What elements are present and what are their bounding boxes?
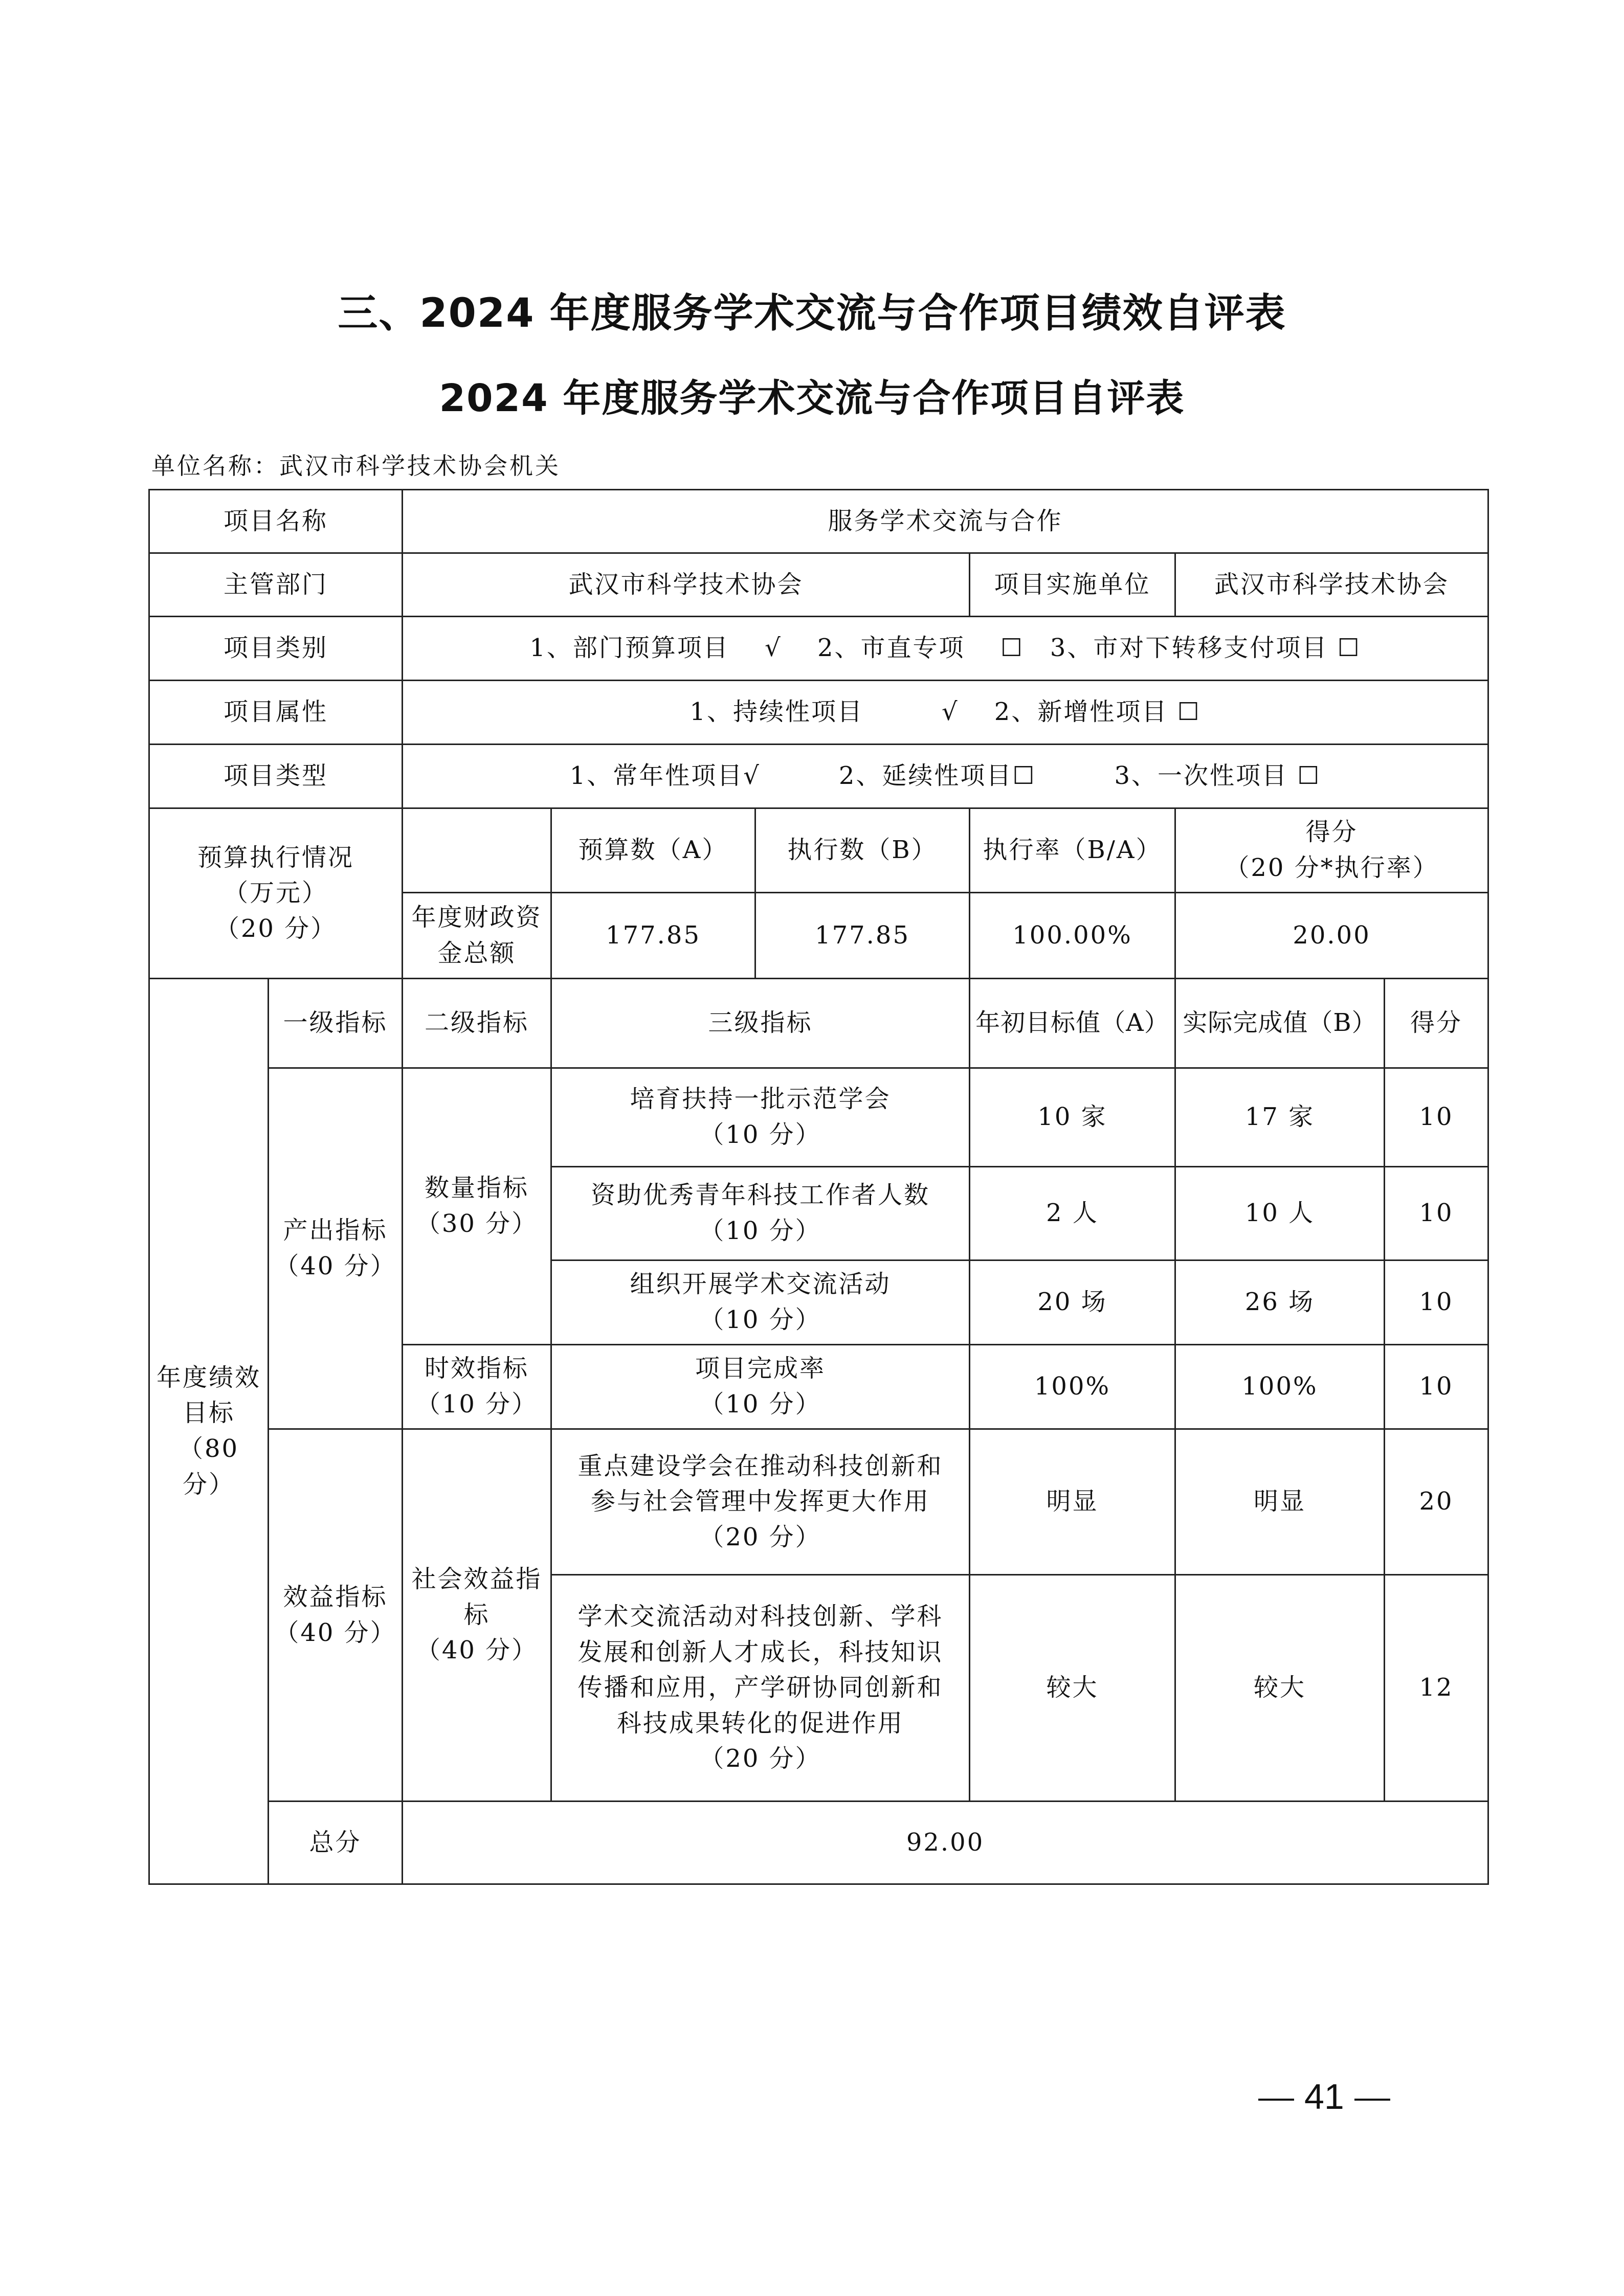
target-cell: 明显: [970, 1429, 1175, 1575]
actual-cell: 较大: [1176, 1575, 1385, 1800]
fiscal-total-line2: 金总额: [437, 938, 516, 967]
score-cell: 10: [1419, 1102, 1454, 1132]
actual-cell: 10 人: [1176, 1167, 1385, 1259]
table-row: [149, 1068, 1488, 1167]
row-project-name: [149, 490, 1488, 553]
perf-group-line3: 分）: [182, 1470, 235, 1499]
header-level1: 一级指标: [269, 979, 403, 1068]
col-score-line2: （20 分*执行率）: [1225, 853, 1439, 882]
total-value: 92.00: [403, 1802, 1488, 1884]
timeliness-line1: 时效指标: [425, 1354, 529, 1383]
social-benefit-indicator: [403, 1429, 551, 1802]
benefit-indicator: [269, 1429, 403, 1802]
actual-score-cell: [1175, 1575, 1488, 1802]
level3-cell: [551, 1429, 970, 1575]
level3-line: 项目完成率: [695, 1354, 826, 1383]
quantity-indicator: [403, 1068, 551, 1345]
level3-line: 资助优秀青年科技工作者人数: [591, 1181, 930, 1210]
output-indicator: [269, 1068, 403, 1429]
actual-score-cell: [1175, 1345, 1488, 1429]
row-category: [149, 617, 1488, 681]
actual-score-cell: [1175, 1167, 1488, 1260]
header-actual: 实际完成值（B）: [1176, 979, 1385, 1067]
benefit-line2: （40 分）: [274, 1618, 396, 1647]
level3-line: （20 分）: [699, 1744, 821, 1773]
col-score-line1: 得分: [1305, 818, 1358, 847]
actual-score-cell: [1175, 1429, 1488, 1575]
row-type: [149, 745, 1488, 808]
rate-value: 100.00%: [970, 893, 1175, 979]
perf-group-label: [149, 979, 269, 1884]
header-level2: 二级指标: [403, 979, 551, 1068]
col-rate-header: 执行率（B/A）: [970, 808, 1175, 893]
budget-score-value: 20.00: [1175, 893, 1488, 979]
impl-unit-value: 武汉市科学技术协会: [1175, 553, 1488, 617]
budget-label-line1: 预算执行情况: [197, 843, 354, 872]
unit-name: 单位名称：武汉市科学技术协会机关: [151, 452, 561, 480]
level3-line: （10 分）: [699, 1217, 821, 1245]
target-cell: 2 人: [970, 1167, 1175, 1260]
page-number: [1248, 2076, 1400, 2117]
budget-value: 177.85: [551, 893, 755, 979]
col-score-header: [1175, 808, 1488, 893]
level3-line: 参与社会管理中发挥更大作用: [591, 1487, 930, 1516]
score-cell: 10: [1419, 1199, 1454, 1228]
level3-line: 培育扶持一批示范学会: [630, 1085, 891, 1114]
dept-label: 主管部门: [149, 553, 403, 617]
level3-cell: [551, 1345, 970, 1429]
quantity-line1: 数量指标: [425, 1174, 529, 1203]
page-number-value: 41: [1304, 2077, 1344, 2117]
actual-cell: 26 场: [1176, 1261, 1385, 1344]
header-level3: 三级指标: [551, 979, 970, 1068]
social-line1: 社会效益指: [411, 1565, 542, 1594]
impl-unit-label: 项目实施单位: [970, 553, 1175, 617]
category-value: 1、部门预算项目 √ 2、市直专项 ☐ 3、市对下转移支付项目 ☐: [403, 617, 1488, 681]
level3-line: 学术交流活动对科技创新、学科: [577, 1602, 943, 1631]
perf-group-line1: 年度绩效: [156, 1363, 261, 1392]
type-value: 1、常年性项目√ 2、延续性项目☐ 3、一次性项目 ☐: [403, 745, 1488, 808]
level3-line: 发展和创新人才成长，科技知识: [577, 1637, 943, 1667]
output-line2: （40 分）: [274, 1251, 396, 1280]
score-cell: 10: [1419, 1288, 1454, 1317]
actual-cell: 明显: [1176, 1430, 1385, 1574]
page-dash-right: [1354, 2099, 1390, 2101]
attribute-label: 项目属性: [149, 681, 403, 745]
output-line1: 产出指标: [283, 1215, 388, 1245]
perf-group-line2: 目标（80: [178, 1399, 239, 1463]
level3-line: 组织开展学术交流活动: [630, 1270, 891, 1299]
level3-line: （10 分）: [699, 1305, 821, 1334]
actual-cell: 17 家: [1176, 1069, 1385, 1166]
benefit-line1: 效益指标: [283, 1582, 388, 1611]
fiscal-total-label: [403, 893, 551, 979]
row-perf-header: [149, 979, 1488, 1068]
row-attribute: [149, 681, 1488, 745]
level3-line: （20 分）: [699, 1522, 821, 1551]
budget-label-line3: （20 分）: [214, 914, 337, 943]
target-cell: 较大: [970, 1575, 1175, 1802]
actual-cell: 100%: [1176, 1345, 1385, 1428]
target-cell: 20 场: [970, 1260, 1175, 1345]
target-cell: 100%: [970, 1345, 1175, 1429]
total-label: 总分: [269, 1802, 403, 1884]
actual-score-cell: [1175, 1260, 1488, 1345]
timeliness-indicator: [403, 1345, 551, 1429]
level3-cell: [551, 1068, 970, 1167]
budget-label: [149, 808, 403, 979]
header-target: 年初目标值（A）: [970, 979, 1175, 1068]
level3-line: （10 分）: [699, 1120, 821, 1149]
dept-value: 武汉市科学技术协会: [403, 553, 970, 617]
target-cell: 10 家: [970, 1068, 1175, 1167]
level3-cell: [551, 1260, 970, 1345]
col-exec-header: 执行数（B）: [755, 808, 970, 893]
score-cell: 10: [1419, 1372, 1454, 1401]
level3-line: 传播和应用，产学研协同创新和: [577, 1673, 943, 1702]
social-line3: （40 分）: [415, 1636, 538, 1665]
level3-line: 科技成果转化的促进作用: [617, 1708, 904, 1738]
document-subtitle: 2024 年度服务学术交流与合作项目自评表: [439, 376, 1185, 420]
project-name-label: 项目名称: [149, 490, 403, 553]
document-title: 三、2024 年度服务学术交流与合作项目绩效自评表: [338, 290, 1286, 336]
table-row: [149, 1429, 1488, 1575]
header-score: 得分: [1410, 1008, 1463, 1038]
social-line2: 标: [463, 1600, 490, 1629]
budget-label-line2: （万元）: [224, 879, 328, 908]
project-name-value: 服务学术交流与合作: [403, 490, 1488, 553]
type-label: 项目类型: [149, 745, 403, 808]
page-dash-left: [1258, 2099, 1294, 2101]
row-total: [149, 1802, 1488, 1884]
level3-line: 重点建设学会在推动科技创新和: [577, 1451, 943, 1480]
fiscal-total-line1: 年度财政资: [411, 903, 542, 932]
exec-value: 177.85: [755, 893, 970, 979]
row-department: [149, 553, 1488, 617]
level3-cell: [551, 1167, 970, 1260]
actual-score-cell: [1175, 1068, 1488, 1167]
category-label: 项目类别: [149, 617, 403, 681]
quantity-line2: （30 分）: [415, 1209, 538, 1238]
self-evaluation-table: [148, 489, 1489, 1885]
col-budget-header: 预算数（A）: [551, 808, 755, 893]
score-cell: 20: [1419, 1487, 1454, 1516]
attribute-value: 1、持续性项目 √ 2、新增性项目 ☐: [403, 681, 1488, 745]
score-cell: 12: [1419, 1673, 1454, 1702]
timeliness-line2: （10 分）: [415, 1390, 538, 1419]
level3-cell: [551, 1575, 970, 1802]
header-actual-score: [1175, 979, 1488, 1068]
budget-empty-cell: [403, 808, 551, 893]
level3-line: （10 分）: [699, 1390, 821, 1419]
row-budget-header: [149, 808, 1488, 893]
